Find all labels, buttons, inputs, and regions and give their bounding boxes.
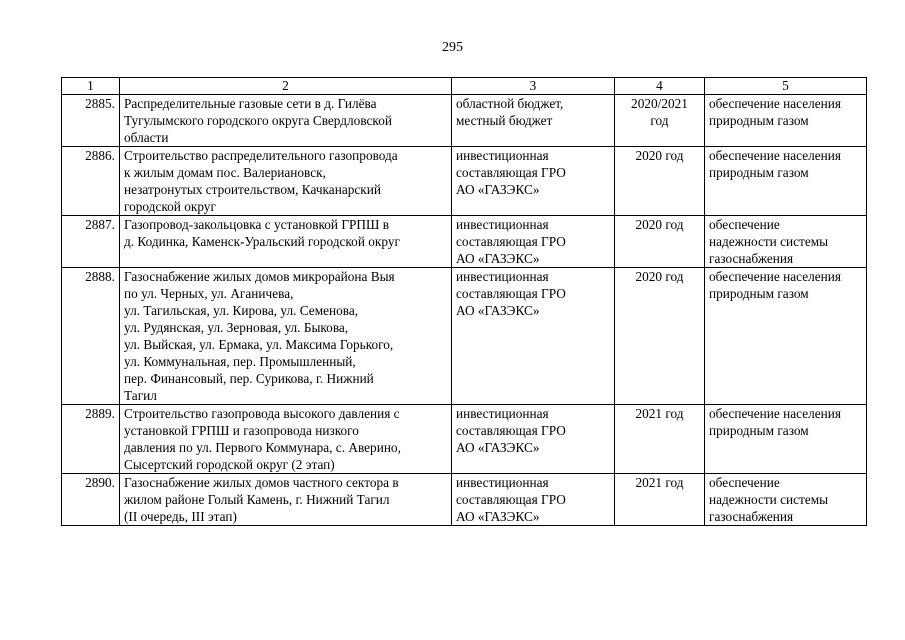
table-row	[62, 216, 867, 268]
implementation-period-cell: 2020 год	[615, 216, 705, 268]
implementation-period-cell: 2020 год	[615, 147, 705, 216]
purpose-cell: обеспечение населения природным газом	[705, 147, 867, 216]
implementation-period-cell: 2020/2021 год	[615, 95, 705, 147]
object-name-cell: Строительство распределительного газопровода к жилым домам пос. Валериановск, незатронутых строительством, Качканарский городской округ	[120, 147, 452, 216]
funding-source-cell: инвестиционная составляющая ГРО АО «ГАЗЭКС»	[452, 147, 615, 216]
column-header: 3	[452, 78, 615, 95]
table-header-row	[62, 78, 867, 95]
funding-source-cell: инвестиционная составляющая ГРО АО «ГАЗЭКС»	[452, 216, 615, 268]
table-row	[62, 147, 867, 216]
purpose-cell: обеспечение надежности системы газоснабжения	[705, 474, 867, 526]
funding-source-cell: областной бюджет, местный бюджет	[452, 95, 615, 147]
table-row	[62, 474, 867, 526]
implementation-period-cell: 2020 год	[615, 268, 705, 405]
column-header: 2	[120, 78, 452, 95]
implementation-period-cell: 2021 год	[615, 405, 705, 474]
row-number-cell: 2885.	[62, 95, 120, 147]
row-number-cell: 2890.	[62, 474, 120, 526]
purpose-cell: обеспечение населения природным газом	[705, 405, 867, 474]
table-row	[62, 95, 867, 147]
implementation-period-cell: 2021 год	[615, 474, 705, 526]
table-row	[62, 268, 867, 405]
purpose-cell: обеспечение надежности системы газоснабжения	[705, 216, 867, 268]
column-header: 1	[62, 78, 120, 95]
object-name-cell: Газопровод-закольцовка с установкой ГРПШ в д. Кодинка, Каменск-Уральский городской округ	[120, 216, 452, 268]
row-number-cell: 2888.	[62, 268, 120, 405]
object-name-cell: Распределительные газовые сети в д. Гилёва Тугулымского городского округа Свердловской области	[120, 95, 452, 147]
row-number-cell: 2886.	[62, 147, 120, 216]
funding-source-cell: инвестиционная составляющая ГРО АО «ГАЗЭКС»	[452, 268, 615, 405]
purpose-cell: обеспечение населения природным газом	[705, 268, 867, 405]
table-row	[62, 405, 867, 474]
row-number-cell: 2889.	[62, 405, 120, 474]
column-header: 5	[705, 78, 867, 95]
funding-source-cell: инвестиционная составляющая ГРО АО «ГАЗЭКС»	[452, 405, 615, 474]
object-name-cell: Строительство газопровода высокого давления с установкой ГРПШ и газопровода низкого давления по ул. Первого Коммунара, с. Аверино, Сысертский городской округ (2 этап)	[120, 405, 452, 474]
page-number: 295	[442, 40, 463, 55]
object-name-cell: Газоснабжение жилых домов частного сектора в жилом районе Голый Камень, г. Нижний Тагил (II очередь, III этап)	[120, 474, 452, 526]
column-header: 4	[615, 78, 705, 95]
program-table	[61, 77, 867, 526]
purpose-cell: обеспечение населения природным газом	[705, 95, 867, 147]
funding-source-cell: инвестиционная составляющая ГРО АО «ГАЗЭКС»	[452, 474, 615, 526]
object-name-cell: Газоснабжение жилых домов микрорайона Выя по ул. Черных, ул. Аганичева, ул. Тагильская, ул. Кирова, ул. Семенова, ул. Рудянская, ул. Зерновая, ул. Быкова, ул. Выйская, ул. Ермака, ул. Максима Горького, ул. Коммунальная, пер. Промышленный, пер. Финансовый, пер. Сурикова, г. Нижний Тагил	[120, 268, 452, 405]
row-number-cell: 2887.	[62, 216, 120, 268]
